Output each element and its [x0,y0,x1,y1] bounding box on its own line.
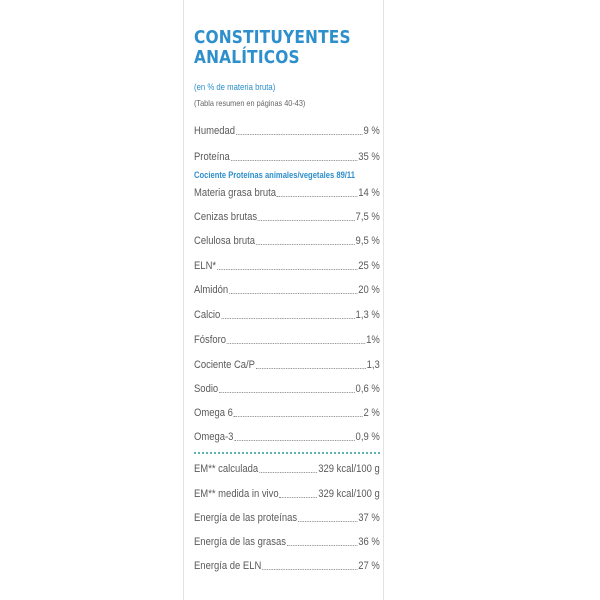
constituent-row-fosforo [194,333,380,347]
row-value: 329 kcal/100 g [318,488,380,500]
title-line-1: CONSTITUYENTES [194,28,351,48]
row-label: Omega-3 [194,431,234,443]
row-value: 329 kcal/100 g [318,463,380,475]
row-label: Proteína [194,151,230,163]
constituent-row-proteina [194,150,380,164]
row-label: Energía de las proteínas [194,512,298,524]
row-value: 35 % [358,151,380,163]
row-value: 9 % [363,125,380,137]
energy-row-eln [194,559,380,573]
constituent-row-almidon [194,283,380,297]
energy-row-em-medida [194,487,380,501]
dot-leader [256,368,366,369]
row-value: 1,3 [366,359,380,371]
dot-leader [217,269,357,270]
constituent-row-cociente-ca-p [194,358,380,372]
constituent-row-cenizas [194,210,380,224]
row-label: Humedad [194,125,236,137]
dot-leader [234,416,363,417]
row-value: 25 % [358,260,380,272]
analytical-constituents-panel [183,0,384,600]
dot-leader [236,134,363,135]
row-label: Calcio [194,309,221,321]
dot-leader [258,220,355,221]
dot-leader [256,244,355,245]
dot-leader [277,196,357,197]
dot-leader [262,569,357,570]
dot-leader [219,392,355,393]
dot-leader [298,521,357,522]
row-label: Celulosa bruta [194,235,256,247]
panel-title [194,28,351,68]
row-label: Fósforo [194,334,227,346]
constituent-row-celulosa [194,234,380,248]
dot-leader [227,343,365,344]
row-label: EM** medida in vivo [194,488,279,500]
panel-subtitle: (en % de materia bruta) [194,82,276,92]
row-value: 7,5 % [355,211,380,223]
row-value: 20 % [358,284,380,296]
constituent-row-eln [194,259,380,273]
protein-ratio-highlight: Cociente Proteínas animales/vegetales 89/11 [194,170,355,181]
constituent-row-omega-6 [194,406,380,420]
row-value: 1,3 % [355,309,380,321]
row-value: 37 % [358,512,380,524]
dot-leader [287,545,357,546]
energy-row-grasas [194,535,380,549]
row-label: Sodio [194,383,219,395]
dot-leader [280,497,318,498]
row-label: EM** calculada [194,463,259,475]
row-value: 27 % [358,560,380,572]
constituent-row-materia-grasa [194,186,380,200]
dot-leader [231,160,358,161]
constituent-row-calcio [194,308,380,322]
row-value: 36 % [358,536,380,548]
title-line-2: ANALÍTICOS [194,48,300,68]
dot-leader [221,318,355,319]
constituent-row-omega-3 [194,430,380,444]
constituent-row-humedad [194,124,380,138]
row-value: 0,6 % [355,383,380,395]
constituent-row-sodio [194,382,380,396]
row-label: Energía de las grasas [194,536,287,548]
row-value: 1% [366,334,380,346]
row-value: 0,9 % [355,431,380,443]
row-label: ELN* [194,260,217,272]
row-value: 14 % [358,187,380,199]
row-value: 9,5 % [355,235,380,247]
row-value: 2 % [363,407,380,419]
dot-leader [234,440,354,441]
row-label: Omega 6 [194,407,233,419]
row-label: Materia grasa bruta [194,187,277,199]
row-label: Cenizas brutas [194,211,258,223]
section-divider [194,452,380,454]
dot-leader [229,293,357,294]
row-label: Almidón [194,284,229,296]
dot-leader [259,472,317,473]
summary-table-note: (Tabla resumen en páginas 40-43) [194,98,306,108]
energy-row-em-calculada [194,462,380,476]
row-label: Cociente Ca/P [194,359,256,371]
energy-row-proteinas [194,511,380,525]
row-label: Energía de ELN [194,560,262,572]
